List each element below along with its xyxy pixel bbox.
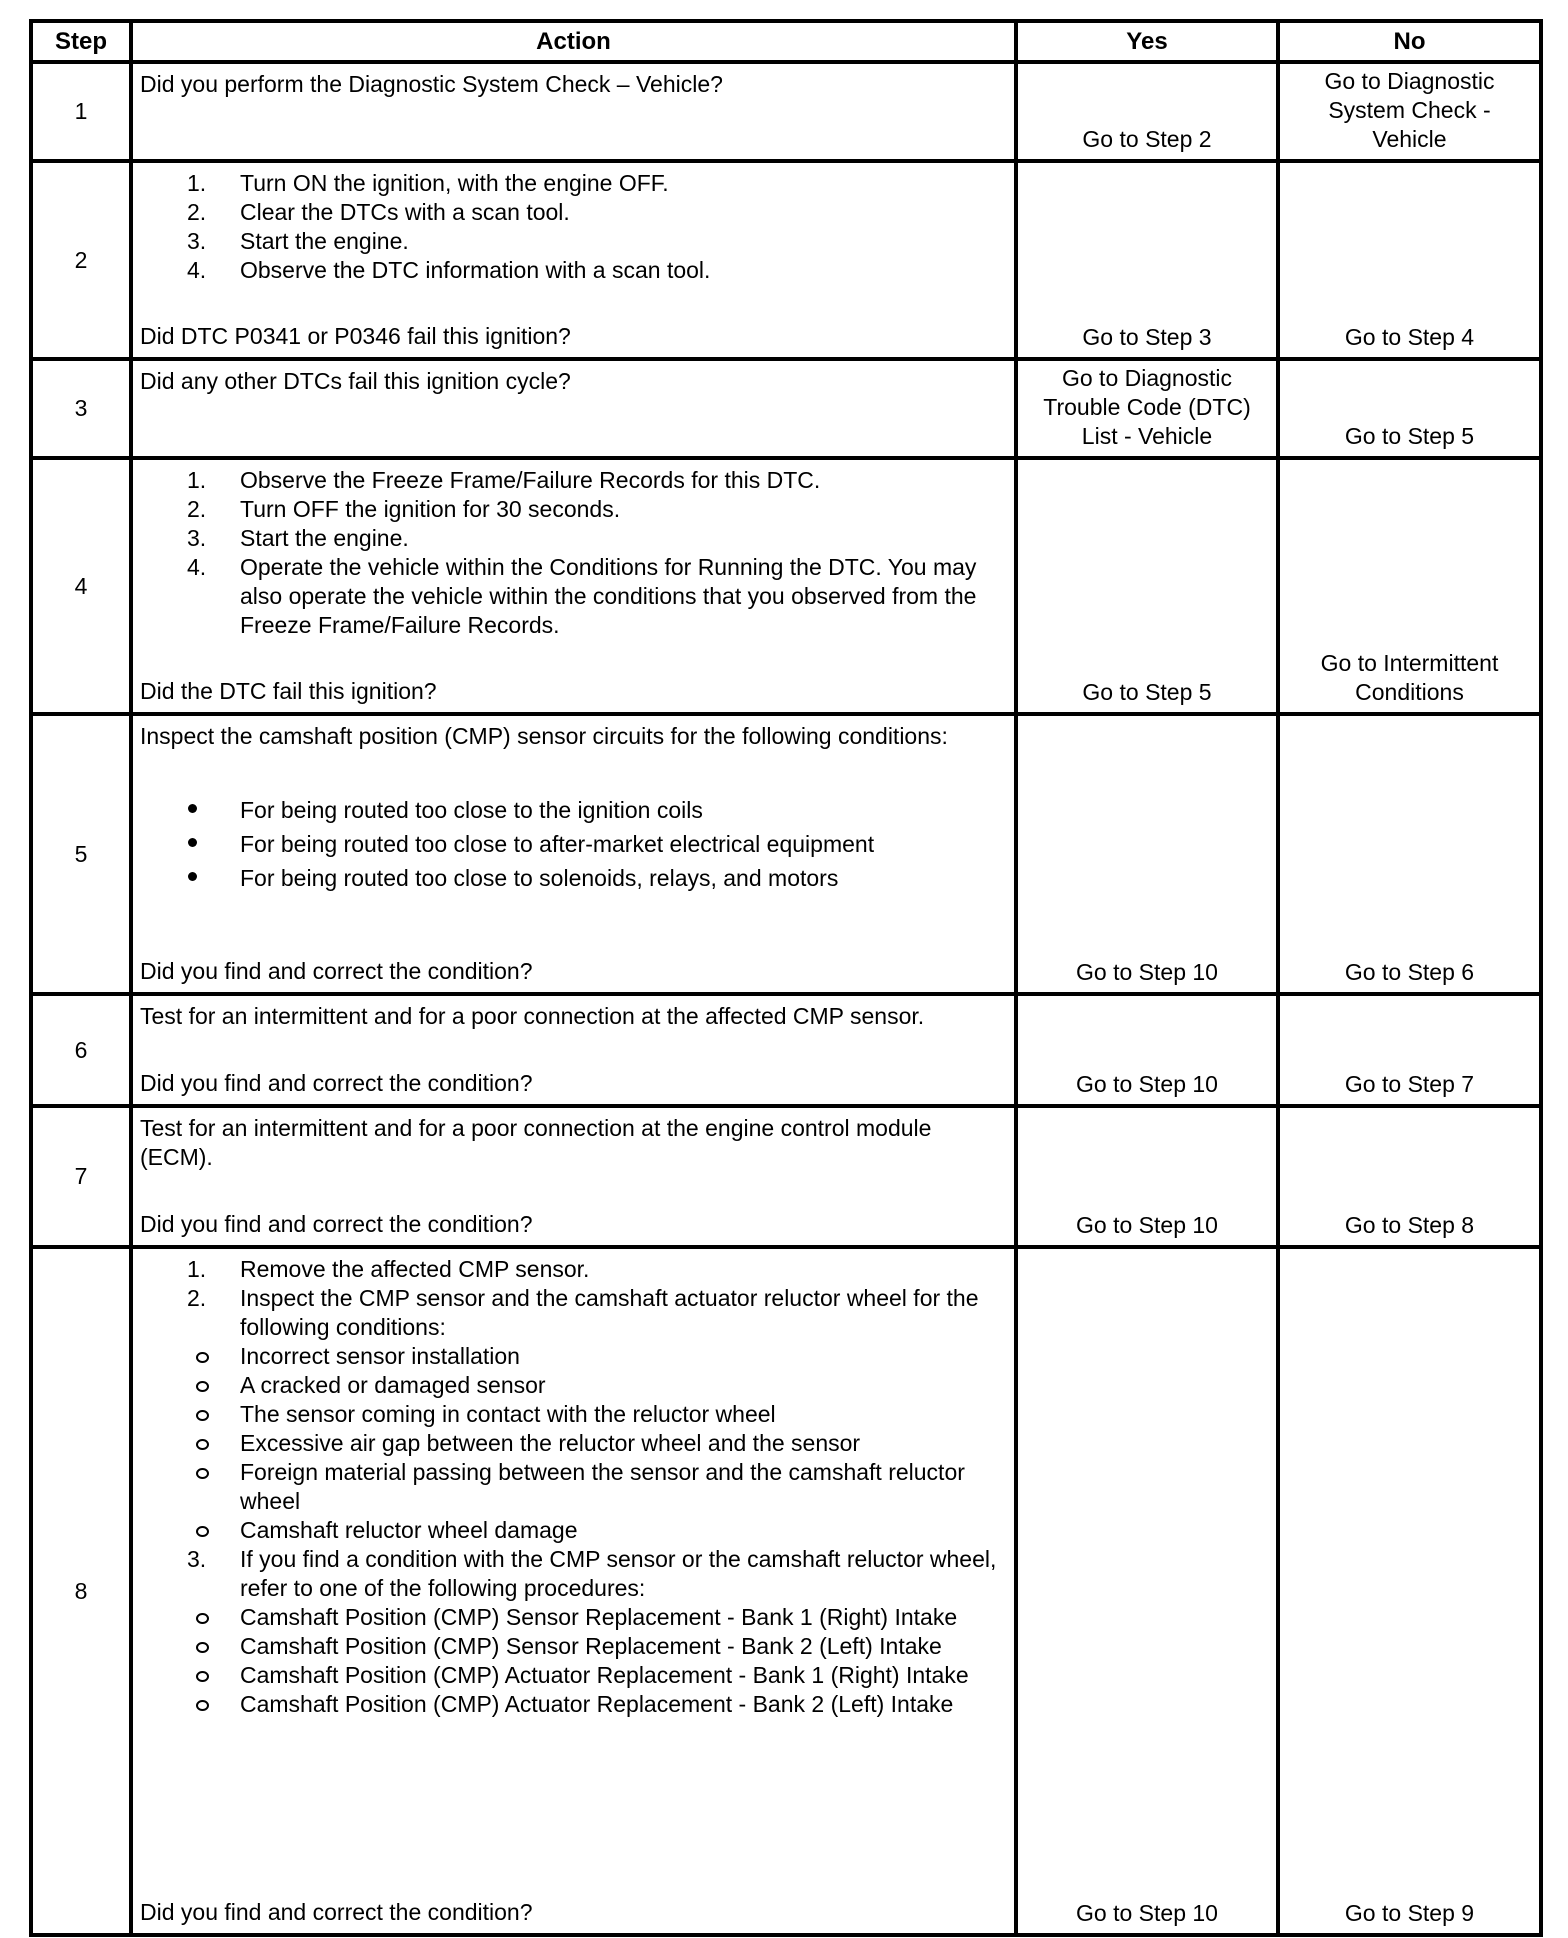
- list-item: Incorrect sensor installation: [140, 1342, 1006, 1371]
- list-item: 3. Start the engine.: [187, 525, 409, 551]
- yes-result: Go to Step 2: [1016, 62, 1278, 161]
- list-item: Camshaft Position (CMP) Actuator Replacement - Bank 1 (Right) Intake: [140, 1661, 1006, 1690]
- no-result: Go to Step 9: [1278, 1247, 1541, 1935]
- step-number: 5: [31, 714, 131, 994]
- table-row: [31, 994, 1541, 1106]
- list-item: Camshaft Position (CMP) Sensor Replacement - Bank 1 (Right) Intake: [140, 1603, 1006, 1632]
- table-row: [31, 1106, 1541, 1247]
- list-item: The sensor coming in contact with the reluctor wheel: [140, 1400, 1006, 1429]
- action-cell: [131, 1247, 1016, 1935]
- list-item: Excessive air gap between the reluctor wheel and the sensor: [140, 1429, 1006, 1458]
- no-result: Go to Step 8: [1278, 1106, 1541, 1247]
- list-item: 4. Observe the DTC information with a scan tool.: [187, 257, 711, 283]
- no-result: Go to Step 5: [1278, 359, 1541, 458]
- list-item: 2. Clear the DTCs with a scan tool.: [187, 199, 570, 225]
- action-cell: [131, 458, 1016, 714]
- step-number: 6: [31, 994, 131, 1106]
- no-result: Go to Step 4: [1278, 161, 1541, 359]
- action-cell: [131, 161, 1016, 359]
- list-item: 3. Start the engine.: [187, 228, 409, 254]
- list-item: 2. Turn OFF the ignition for 30 seconds.: [187, 496, 621, 522]
- table-row: [31, 62, 1541, 161]
- action-cell: [131, 1106, 1016, 1247]
- list-item: Foreign material passing between the sensor and the camshaft reluctor wheel: [140, 1458, 1006, 1516]
- sub-list: [140, 1342, 1006, 1545]
- list-item: 2. Inspect the CMP sensor and the camshaft actuator reluctor wheel for the following conditions: Incorrect sensor installation A cracked or damaged sensor The sensor coming in contact with the reluctor wheel Excessive air gap between the reluctor wheel and the sensor Foreign material passing between the sensor and the camshaft reluctor wheel Camshaft reluctor wheel damage: [140, 1284, 1006, 1545]
- action-text: Test for an intermittent and for a poor connection at the affected CMP sensor.: [140, 1003, 925, 1029]
- step-number: 1: [31, 62, 131, 161]
- table-row: [31, 359, 1541, 458]
- no-result: Go to Diagnostic System Check - Vehicle: [1278, 62, 1541, 161]
- action-text: Inspect the camshaft position (CMP) sensor circuits for the following conditions:: [140, 723, 948, 749]
- yes-result: Go to Step 10: [1016, 1247, 1278, 1935]
- list-item: 3. If you find a condition with the CMP sensor or the camshaft reluctor wheel, refer to one of the following procedures: Camshaft Position (CMP) Sensor Replacement - Bank 1 (Right) Intake Camshaft Position (CMP) Sensor Replacement - Bank 2 (Left) Intake Camshaft Position (CMP) Actuator Replacement - Bank 1 (Right) Intake Camshaft Position (CMP) Actuator Replacement - Bank 2 (Left) Intake: [140, 1545, 1006, 1719]
- list-item: 1. Turn ON the ignition, with the engine OFF.: [187, 170, 669, 196]
- list-item: For being routed too close to after-market electrical equipment: [140, 827, 1006, 861]
- condition-list: [140, 793, 1006, 895]
- question-text: Did DTC P0341 or P0346 fail this ignition?: [140, 323, 571, 349]
- instruction-list: [140, 169, 1006, 285]
- yes-result: Go to Step 10: [1016, 1106, 1278, 1247]
- list-item: 4. Operate the vehicle within the Conditions for Running the DTC. You may also operate the vehicle within the conditions that you observed from the Freeze Frame/Failure Records.: [187, 554, 977, 638]
- header-yes: Yes: [1016, 21, 1278, 62]
- step-number: 4: [31, 458, 131, 714]
- yes-result: Go to Step 10: [1016, 994, 1278, 1106]
- header-action: Action: [131, 21, 1016, 62]
- action-cell: [131, 359, 1016, 458]
- question-text: Did you find and correct the condition?: [140, 958, 533, 984]
- action-text: Test for an intermittent and for a poor connection at the engine control module (ECM).: [140, 1115, 932, 1170]
- list-item: 1. Remove the affected CMP sensor.: [187, 1256, 590, 1282]
- instruction-list: [140, 466, 1006, 640]
- list-item: Camshaft Position (CMP) Sensor Replacement - Bank 2 (Left) Intake: [140, 1632, 1006, 1661]
- action-cell: [131, 714, 1016, 994]
- step-number: 3: [31, 359, 131, 458]
- yes-result: Go to Step 3: [1016, 161, 1278, 359]
- yes-result: Go to Step 10: [1016, 714, 1278, 994]
- yes-result: Go to Diagnostic Trouble Code (DTC) List - Vehicle: [1016, 359, 1278, 458]
- no-result: Go to Intermittent Conditions: [1278, 458, 1541, 714]
- step-number: 7: [31, 1106, 131, 1247]
- header-row: [31, 21, 1541, 62]
- yes-result: Go to Step 5: [1016, 458, 1278, 714]
- question-text: Did you find and correct the condition?: [140, 1211, 533, 1237]
- step-number: 8: [31, 1247, 131, 1935]
- table-row: [31, 1247, 1541, 1935]
- table-row: [31, 714, 1541, 994]
- table-row: [31, 458, 1541, 714]
- action-text: Did you perform the Diagnostic System Check – Vehicle?: [140, 71, 723, 97]
- action-cell: [131, 994, 1016, 1106]
- list-item: For being routed too close to solenoids, relays, and motors: [140, 861, 1006, 895]
- question-text: Did you find and correct the condition?: [140, 1070, 533, 1096]
- list-item: A cracked or damaged sensor: [140, 1371, 1006, 1400]
- question-text: Did you find and correct the condition?: [140, 1899, 533, 1925]
- list-item: For being routed too close to the ignition coils: [140, 793, 1006, 827]
- sub-list: [140, 1603, 1006, 1719]
- action-cell: [131, 62, 1016, 161]
- header-step: Step: [31, 21, 131, 62]
- list-item: 1. Observe the Freeze Frame/Failure Records for this DTC.: [187, 467, 821, 493]
- step-number: 2: [31, 161, 131, 359]
- question-text: Did the DTC fail this ignition?: [140, 678, 437, 704]
- header-no: No: [1278, 21, 1541, 62]
- list-item: Camshaft Position (CMP) Actuator Replacement - Bank 2 (Left) Intake: [140, 1690, 1006, 1719]
- no-result: Go to Step 6: [1278, 714, 1541, 994]
- table-row: [31, 161, 1541, 359]
- list-item: Camshaft reluctor wheel damage: [140, 1516, 1006, 1545]
- action-text: Did any other DTCs fail this ignition cycle?: [140, 368, 571, 394]
- diagnostic-table: [29, 19, 1543, 1937]
- no-result: Go to Step 7: [1278, 994, 1541, 1106]
- instruction-list: [140, 1255, 1006, 1719]
